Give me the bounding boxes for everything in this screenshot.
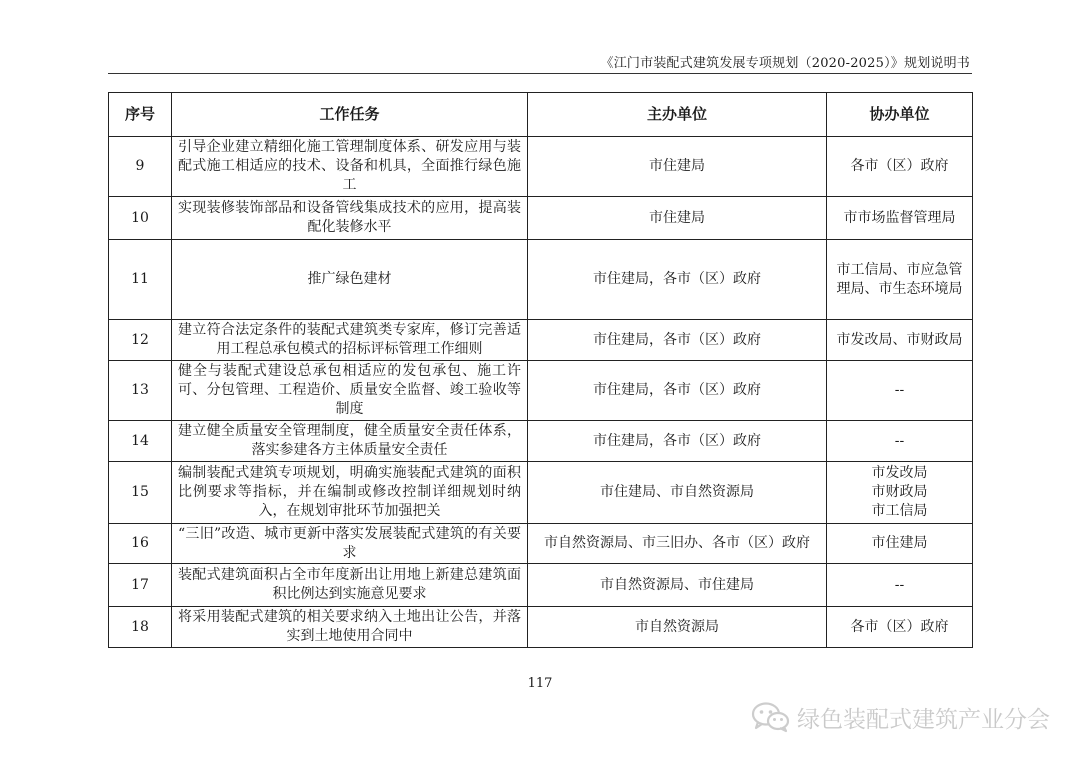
lead-unit: 市住建局	[528, 197, 827, 240]
lead-unit: 市住建局、市自然资源局	[528, 462, 827, 524]
task-description: 引导企业建立精细化施工管理制度体系、研发应用与装配式施工相适应的技术、设备和机具，全面推行绿色施工	[172, 137, 528, 197]
assisting-unit-line: 市工信局	[871, 503, 928, 519]
assisting-unit-line: --	[894, 576, 905, 593]
row-number: 11	[109, 240, 172, 320]
assisting-unit-line: 各市（区）政府	[850, 618, 949, 635]
lead-unit: 市住建局，各市（区）政府	[528, 320, 827, 361]
column-header-assist: 协办单位	[827, 93, 973, 137]
assisting-unit	[827, 462, 973, 524]
assisting-unit	[827, 197, 973, 240]
task-description: 编制装配式建筑专项规划，明确实施装配式建筑的面积比例要求等指标，并在编制或修改控制详细规划时纳入，在规划审批环节加强把关	[172, 462, 528, 524]
table-row	[109, 564, 973, 607]
row-number: 16	[109, 524, 172, 564]
row-number: 12	[109, 320, 172, 361]
table-row	[109, 524, 973, 564]
assisting-unit-line: 市市场监督管理局	[843, 209, 956, 226]
assisting-unit-line: 市财政局	[871, 484, 928, 500]
row-number: 9	[109, 137, 172, 197]
assisting-unit-line: 各市（区）政府	[850, 158, 949, 174]
row-number: 13	[109, 361, 172, 421]
table-body	[109, 137, 973, 648]
table-row	[109, 361, 973, 421]
assisting-unit	[827, 137, 973, 197]
assisting-unit-line: --	[894, 382, 905, 398]
wechat-icon	[751, 701, 791, 733]
lead-unit: 市自然资源局、市住建局	[528, 564, 827, 607]
table-row	[109, 607, 973, 648]
task-description: 建立符合法定条件的装配式建筑类专家库，修订完善适用工程总承包模式的招标评标管理工作细则	[172, 320, 528, 361]
task-description: 建立健全质量安全管理制度，健全质量安全责任体系，落实参建各方主体质量安全责任	[172, 421, 528, 462]
row-number: 18	[109, 607, 172, 648]
table-row	[109, 137, 973, 197]
column-header-no: 序号	[109, 93, 172, 137]
assisting-unit-line: 市住建局	[871, 535, 928, 551]
assisting-unit	[827, 320, 973, 361]
assisting-unit	[827, 240, 973, 320]
task-description: 推广绿色建材	[172, 240, 528, 320]
lead-unit: 市住建局，各市（区）政府	[528, 361, 827, 421]
assisting-unit-line: 市发改局	[871, 465, 928, 481]
assisting-unit	[827, 421, 973, 462]
row-number: 17	[109, 564, 172, 607]
assisting-unit-line: --	[894, 432, 905, 449]
task-description: 健全与装配式建设总承包相适应的发包承包、施工许可、分包管理、工程造价、质量安全监督、竣工验收等制度	[172, 361, 528, 421]
assisting-unit-line: 市发改局、市财政局	[836, 331, 963, 348]
table-row	[109, 421, 973, 462]
task-description: 装配式建筑面积占全市年度新出让用地上新建总建筑面积比例达到实施意见要求	[172, 564, 528, 607]
lead-unit: 市住建局，各市（区）政府	[528, 240, 827, 320]
lead-unit: 市住建局	[528, 137, 827, 197]
header-rule	[108, 73, 972, 74]
table-row	[109, 197, 973, 240]
lead-unit: 市自然资源局、市三旧办、各市（区）政府	[528, 524, 827, 564]
row-number: 10	[109, 197, 172, 240]
task-description: 将采用装配式建筑的相关要求纳入土地出让公告，并落实到土地使用合同中	[172, 607, 528, 648]
table-row	[109, 320, 973, 361]
page-number: 117	[527, 676, 553, 691]
lead-unit: 市住建局，各市（区）政府	[528, 421, 827, 462]
task-description: “三旧”改造、城市更新中落实发展装配式建筑的有关要求	[172, 524, 528, 564]
assisting-unit	[827, 361, 973, 421]
column-header-lead: 主办单位	[528, 93, 827, 137]
task-description: 实现装修装饰部品和设备管线集成技术的应用，提高装配化装修水平	[172, 197, 528, 240]
table-row	[109, 240, 973, 320]
table-header-row	[109, 93, 973, 137]
column-header-task: 工作任务	[172, 93, 528, 137]
watermark	[751, 700, 1050, 734]
assisting-unit	[827, 607, 973, 648]
table-row	[109, 462, 973, 524]
watermark-text: 绿色装配式建筑产业分会	[797, 706, 1050, 733]
lead-unit: 市自然资源局	[528, 607, 827, 648]
assisting-unit	[827, 564, 973, 607]
assisting-unit	[827, 524, 973, 564]
row-number: 14	[109, 421, 172, 462]
task-table	[108, 92, 973, 648]
row-number: 15	[109, 462, 172, 524]
assisting-unit-line: 市工信局、市应急管理局、市生态环境局	[836, 261, 963, 297]
document-header: 《江门市装配式建筑发展专项规划（2020-2025）》规划说明书	[600, 56, 970, 71]
